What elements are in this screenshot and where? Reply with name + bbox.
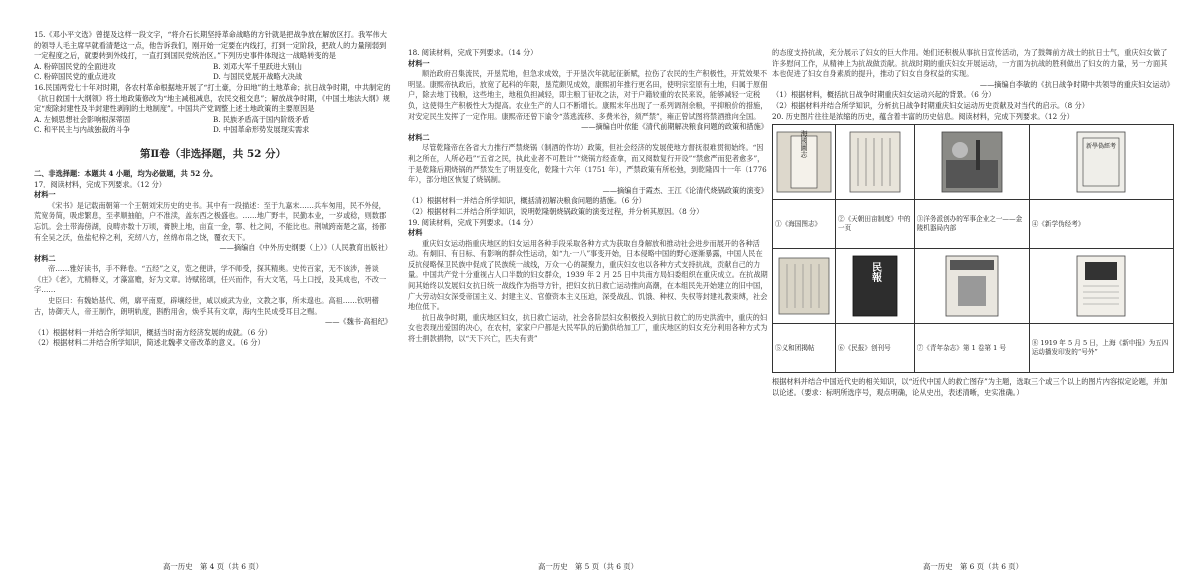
question-20: 20. 历史图片往往是浓缩的历史，蕴含着丰富的历史信息。阅读材料，完成下列要求。（12 分） [772, 111, 1074, 121]
question-16: 16.民国两党七十年对时期，各农村革命根据地开展了“打土豪，分田地”的土地革命；抗日战争时期，中共制定的《抗日救国十大纲领》将土地政策修改为“地主减租减息，农民交租交息”；解放战争时期，《中国土地法大纲》规定“废除封建性及半封建性剥削的土地制度”。中国共产党调整上述土地政策的主要原因是 [34, 82, 391, 114]
picture-cell [914, 125, 1029, 200]
question-15: 15.《邓小平文选》曾提及这样一段文字，“将介石长期坚持革命战略的方针就是把战争放在解放区打。我军伟大的领导人毛主席早就看清楚这一点，他告诉我们，刚开始一定要在内线打，打到一定阶段，把敌人的力量削弱到一定程度之后，就要转到外线打，一直打到国民党统治区。”下列历史事件体现这一战略转变的是 [34, 30, 387, 61]
material-label: 材料一 [34, 190, 56, 200]
picture-caption: ⑧ 1919 年 5 月 5 日，上海《新申报》为五四运动播发印发的“号外” [1029, 324, 1173, 373]
material-source: ——摘编自李敏的《抗日战争时期中共领导的重庆妇女运动》 [979, 79, 1174, 89]
page-5 [408, 0, 768, 578]
material-label: 材料 [408, 228, 423, 238]
question-19: 19. 阅读材料，完成下列要求。（14 分） [408, 217, 538, 227]
material-label: 材料二 [34, 253, 56, 263]
picture-caption: ⑤义和团揭帖 [773, 324, 836, 373]
material-text: 尽管乾隆帝在各省大力推行严禁烧锅（制酒的作坊）政策，但社会经济的发展使地方督抚很难贯彻始终。“因利之所在，人所必趋”“五省之民，执此业者不可胜计”“烧锅方经查拿，而又阅数复行开设”“禁愈严而犯者愈多”，于是乾隆后期烧锅的严禁发生了明显变化，乾隆十六年（1751 年），严禁政策有所松弛，到乾隆四十一年（1776 年），部分地区恢复了烧锅制。 [408, 143, 767, 185]
material-source: ——摘编自叶依能《清代前期解决粮食问题的政策和措施》 [581, 122, 768, 132]
minbao-cover-image [849, 254, 901, 318]
question-18: 18. 阅读材料，完成下列要求。（14 分） [408, 48, 538, 57]
question-20-task: 根据材料并结合中国近代史的相关知识，以“近代中国人的救亡图存”为主题，选取三个或三个以上的图片内容拟定论题，并加以论述。（要求：标明所选序号，观点明确，论从史出，表述清晰，史实准确。） [772, 377, 1168, 397]
picture-cell [1029, 125, 1173, 200]
requirement: （2）根据材料并结合所学知识，分析抗日战争时期重庆妇女运动历史贡献及对当代的启示。（8 分） [772, 100, 1089, 110]
youth-magazine-image [942, 254, 1002, 318]
section-title: 第Ⅱ卷（非选择题，共 52 分） [139, 147, 287, 160]
jinling-arsenal-image [940, 130, 1004, 194]
option: B. 民族矛盾高于国内阶级矛盾 [213, 114, 310, 124]
picture-cell [773, 249, 836, 324]
material-text: 重庆妇女运动指重庆地区的妇女运用各种手段采取各种方式为获取自身解放和推动社会进步而展开的各种活动。有炯旧、有日标、有影响的群众性运动，如“九·一八”事变开始，日本侵略中国的野心逐渐暴露，中国人民在反抗侵略保卫民族中促成了民族统一战线，万众一心的凝聚力，重庆妇女也以各种方式支持抗战，贡献自己的力量。中国共产党十分重视占人口半数的妇女群众，1939 年 2 月 25 日中共南方局妇委组织在重庆成立。在抗战期间其始终以发展妇女抗日统一战线作为指导方针，把妇女抗日救亡运动推向高潮，在本组民先开始建立的旧中国，广大劳动妇女深受帝国主义、封建主义、官僚资本主义压迫，深受战乱、饥饿、种权、失权等封建礼教束缚，社会地位低下。 [408, 238, 768, 312]
material-text: 的态度支持抗战，充分展示了妇女的巨大作用。她们还积极从事抗日宣传活动，为了鼓舞前方战士的抗日士气，重庆妇女做了许多慰问工作，从精神上为抗战做贡献。抗战时期的重庆妇女开展运动，一方面为抗战的胜利做出了妇女的力量，另一方面其本也促进了妇女自身素质的提升，推动了妇女自身权益的实现。 [772, 48, 1168, 79]
page-footer: 高一历史 第 6 页（共 6 页） [922, 562, 1024, 571]
question-15-options [34, 62, 392, 83]
picture-caption: ⑥《民报》创刊号 [836, 324, 915, 373]
instructions: 二、非选择题：本题共 4 小题，均为必做题，共 52 分。 [34, 168, 218, 178]
material-label: 材料一 [408, 58, 430, 68]
question-16-options [34, 115, 392, 136]
material-text: 帝……雅好读书，手不释卷。“五经”之义，览之便讲，学不师受，探其精奥。史传百家，无不该涉，善谈《庄》《老》，尤精释义，才藻富赡，好为文章。诗赋铭颂，任兴而作，有大文笔，马上口授，及其成也，不改一字…… [34, 264, 387, 295]
requirement: （2）根据材料二并结合所学知识，简述北魏孝文帝改革的意义。（6 分） [34, 338, 265, 348]
material-text: 史臣曰：有魏始基代、朔，廓平南夏，辟壤经世，咸以威武为业，文教之事，所未遑也。高祖……钦明稽古，协御天人，帝王制作，朗明轨度，斟酌用舍，焕乎其有文章，海内生民成受耳目之赐。 [34, 296, 379, 316]
picture-caption: ③洋务派创办的军事企业之一——金陵机器局内部 [914, 200, 1029, 249]
minbao-title: 民報 [869, 262, 881, 283]
option: A. 左倾思想社会影响根深蒂固 [34, 114, 131, 124]
picture-caption: ②《天朝田亩制度》中的一页 [836, 200, 915, 249]
option: C. 粉碎国民党的重点进攻 [34, 72, 116, 82]
picture-cell [1029, 249, 1173, 324]
boxer-notice-image [775, 254, 833, 318]
option: D. 中国革命形势发展现实需求 [213, 125, 310, 135]
picture-cell [773, 125, 836, 200]
material-text: 抗日战争时期，重庆地区妇女，抗日救亡运动，社会各阶层妇女积极投入到抗日救亡的历史洪流中，重庆的妇女也表现出爱国的决心，在农村，家家户户都是大民军队的后勤供给加工厂，重庆地区的妇女充分利用各种方式为将士捐款捐物，以“天下兴亡，匹夫有责” [408, 312, 768, 344]
picture-caption: ⑦《青年杂志》第 1 卷第 1 号 [914, 324, 1029, 373]
xinxue-title: 新學偽經考 [1086, 143, 1117, 151]
requirement: （2）根据材料二并结合所学知识，说明乾隆朝烧锅政策的演变过程，并分析其原因。（8 分） [408, 206, 704, 216]
picture-caption: ④《新学伪经考》 [1029, 200, 1173, 249]
option: D. 与国民党展开战略大决战 [213, 72, 303, 82]
option: C. 和平民主与内战独裁的斗争 [34, 125, 131, 135]
question-17: 17．阅读材料，完成下列要求。（12 分） [34, 179, 166, 189]
picture-cell [836, 125, 915, 200]
haiguo-tuzhi-image [775, 130, 833, 194]
page-footer: 高一历史 第 4 页（共 6 页） [162, 562, 264, 571]
page-6 [772, 0, 1174, 578]
material-source: ——摘编自《中外历史纲要（上）》（人民教育出版社） [219, 243, 392, 253]
picture-table [772, 124, 1174, 373]
xinshenbao-extra-image [1073, 254, 1129, 318]
requirement: （1）根据材料一并结合所学知识，概括清初解决粮食问题的措施。（6 分） [408, 196, 646, 206]
option: A. 粉碎国民党的全面进攻 [34, 61, 116, 71]
tianchao-page-image [846, 130, 904, 194]
requirement: （1）根据材料，概括抗日战争时期重庆妇女运动兴起的背景。（6 分） [772, 90, 996, 100]
material-text: 《宋书》是记载南朝第一个王朝刘宋历史的史书。其中有一段描述：至于九嘉末……兵车匆用，民不外侵，荒宽务简，吸虑繁息，至孝顺抽舶，户不准渎，盖东西之极盛也。……地广野丰，民勤本业，一岁或稔，则数郡忘饥。会土带海傍湖，良畴亦数十万顷，膏腴上地，亩直一金，鄠、杜之间，不能比也。荆城跨南楚之富，扬都有全吴之沃，鱼盐杞梓之利，充纫八方，丝绵布帛之饶，覆衣天下。 [34, 200, 387, 242]
requirement: （1）根据材料一并结合所学知识，概括当时南方经济发展的成就。（6 分） [34, 327, 272, 337]
picture-cell [914, 249, 1029, 324]
page-footer: 高一历史 第 5 页（共 6 页） [537, 562, 639, 571]
material-source: ——《魏书·高祖纪》 [325, 317, 392, 327]
material-source: ——摘编自于霞杰、王江《论清代烧锅政策的演变》 [602, 185, 768, 195]
material-label: 材料二 [408, 132, 430, 142]
picture-cell [836, 249, 915, 324]
picture-caption: ①《海国图志》 [773, 200, 836, 249]
material-text: 顺治政府召集流民，开垦荒地，但急求成效，于开垦次年就起征新赋，拉伤了农民的生产积极性，开荒效果不明显。康熙帝执政后，放宽了起科的年限，垦荒颇见成效，康熙初年推行更名田，使明宗室原有土地，归属于原佃户，除去地丁钱粮，这些地主，地租负担减轻，即主粮丁征收之法，对于户籍较重的农民来说，能够减轻一定税负，这使得生产积极性大为提高。农业生产的人口不断增长。康熙末年出现了一系列调剂余粮，平抑粮价的措施，对安定民生发挥了一定作用。康熙帝还曾下谕令“蒸逃流移、多费米谷，须严禁”，雍正曾试图将禁酒推向全国。 [408, 69, 768, 121]
page-4 [34, 0, 392, 578]
xinxue-book-image [1073, 130, 1129, 194]
haiguo-title: 海國圖志 [800, 130, 808, 159]
option: B. 刘邓大军千里跃进大别山 [213, 61, 302, 71]
